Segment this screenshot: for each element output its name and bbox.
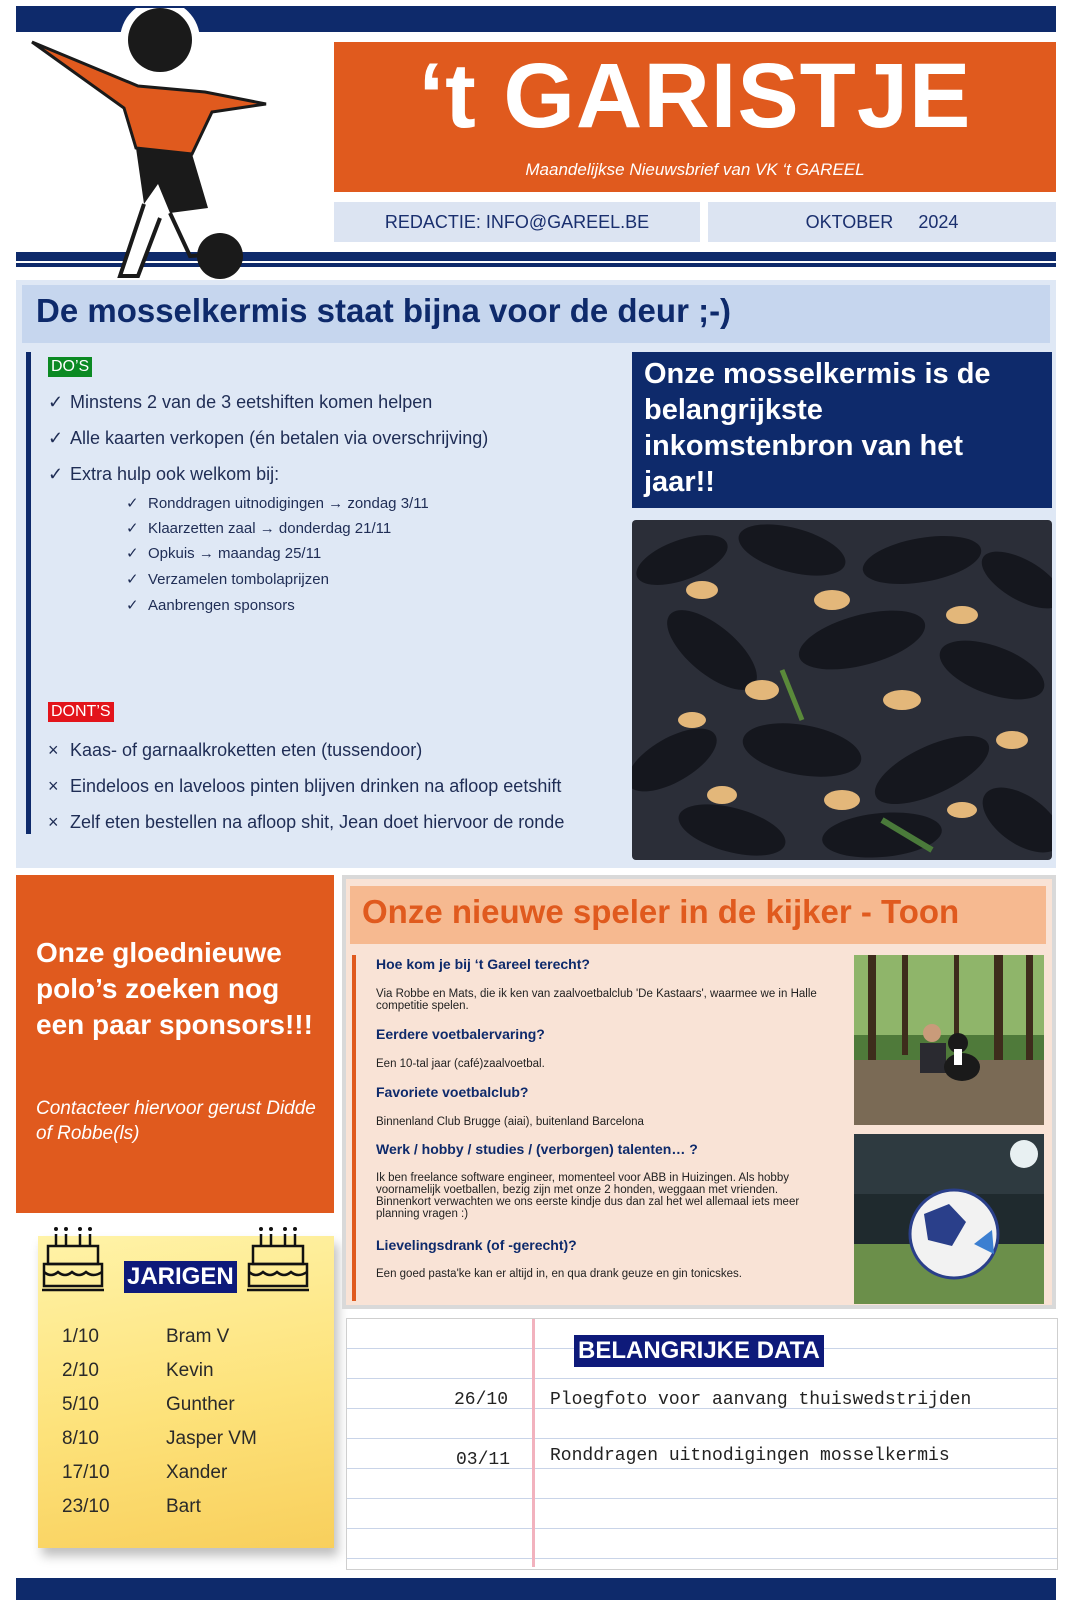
footballer-logo-icon (20, 8, 300, 284)
mussel-highlight: Onze mosselkermis is de belangrijkste inkomstenbron van het jaar!! (632, 352, 1052, 508)
sub-list-item: ✓ Ronddragen uitnodigingen → zondag 3/11 (126, 495, 429, 512)
event-text: Ronddragen uitnodigingen mosselkermis (550, 1446, 950, 1466)
checkmark-icon: ✓ (126, 597, 139, 614)
redactie-email[interactable]: REDACTIE: INFO@GAREEL.BE (334, 202, 700, 242)
important-dates-title: BELANGRIJKE DATA (574, 1335, 824, 1367)
birthday-date: 1/10 (62, 1326, 99, 1347)
newsletter-title: ‘t GARISTJE (418, 45, 972, 147)
birthday-cake-icon (40, 1220, 106, 1298)
donts-label: DONT’S (48, 702, 114, 722)
birthday-name: Kevin (166, 1360, 214, 1381)
checkmark-icon: ✓ (126, 495, 139, 512)
checkmark-icon: ✓ (126, 571, 139, 588)
checkmark-icon: ✓ (126, 545, 139, 562)
polo-subtitle: Contacteer hiervoor gerust Didde of Robbe(ls) (36, 1098, 316, 1144)
dos-label: DO’S (48, 357, 92, 377)
sub-list-item: ✓ Aanbrengen sponsors (126, 597, 295, 614)
qa-question: Lievelingsdrank (of -gerecht)? (376, 1237, 577, 1253)
cross-icon: × (48, 776, 59, 796)
list-item: ✓ Minstens 2 van de 3 eetshiften komen helpen (48, 392, 433, 412)
qa-answer: Binnenland Club Brugge (aiai), buitenland Barcelona (376, 1116, 644, 1128)
qa-answer: Ik ben freelance software engineer, momenteel voor ABB in Huizingen. Als hobby voornamelijk voetballen, bezig zijn met onze 2 honden, weggaan met vrienden. Binnenkort verwachten we ons eerste kindje dus dan zal het wel allemaal iets meer planning vragen :) (376, 1172, 800, 1220)
list-item: × Kaas- of garnaalkroketten eten (tussendoor) (48, 740, 423, 760)
jarigen-label: JARIGEN (124, 1261, 237, 1293)
qa-answer: Een 10-tal jaar (café)zaalvoetbal. (376, 1058, 545, 1070)
notebook-margin-line (532, 1319, 535, 1567)
event-text: Ploegfoto voor aanvang thuiswedstrijden (550, 1390, 972, 1410)
sub-list-item: ✓ Opkuis → maandag 25/11 (126, 545, 322, 562)
cross-icon: × (48, 812, 59, 832)
checkmark-icon: ✓ (48, 392, 64, 412)
checkmark-icon: ✓ (48, 428, 64, 448)
section-accent-line (26, 352, 31, 834)
birthday-cake-icon (245, 1220, 311, 1298)
issue-month: OKTOBER (805, 212, 894, 232)
player-accent-line (352, 955, 356, 1301)
qa-answer: Een goed pasta'ke kan er altijd in, en qua drank geuze en gin tonicskes. (376, 1268, 742, 1280)
football-photo (854, 1134, 1044, 1304)
list-item: ✓ Alle kaarten verkopen (én betalen via overschrijving) (48, 428, 489, 448)
sub-list-item: ✓ Verzamelen tombolaprijzen (126, 571, 329, 588)
birthday-name: Jasper VM (166, 1428, 257, 1449)
list-item: ✓ Extra hulp ook welkom bij: (48, 464, 280, 484)
birthday-date: 23/10 (62, 1496, 110, 1517)
event-date: 03/11 (456, 1450, 511, 1470)
bottom-bar (16, 1578, 1056, 1600)
polo-title: Onze gloednieuwe polo’s zoeken nog een paar sponsors!!! (36, 937, 313, 1040)
checkmark-icon: ✓ (48, 464, 64, 484)
cross-icon: × (48, 740, 59, 760)
qa-question: Hoe kom je bij ‘t Gareel terecht? (376, 956, 590, 972)
player-title: Onze nieuwe speler in de kijker - Toon (362, 893, 960, 930)
birthday-name: Bart (166, 1496, 201, 1517)
birthday-date: 2/10 (62, 1360, 99, 1381)
birthday-name: Bram V (166, 1326, 230, 1347)
mussels-photo (632, 520, 1052, 860)
qa-question: Werk / hobby / studies / (verborgen) talenten… ? (376, 1141, 698, 1157)
birthday-date: 5/10 (62, 1394, 99, 1415)
sub-list-item: ✓ Klaarzetten zaal → donderdag 21/11 (126, 520, 392, 537)
newsletter-subtitle: Maandelijkse Nieuwsbrief van VK ‘t GAREEL (525, 160, 865, 179)
list-item: × Eindeloos en laveloos pinten blijven drinken na afloop eetshift (48, 776, 562, 796)
birthday-date: 8/10 (62, 1428, 99, 1449)
checkmark-icon: ✓ (126, 520, 139, 537)
qa-question: Eerdere voetbalervaring? (376, 1026, 545, 1042)
mussel-title: De mosselkermis staat bijna voor de deur ;-) (36, 292, 732, 329)
list-item: × Zelf eten bestellen na afloop shit, Jean doet hiervoor de ronde (48, 812, 565, 832)
birthday-name: Xander (166, 1462, 228, 1483)
birthday-name: Gunther (166, 1394, 235, 1415)
player-photo (854, 955, 1044, 1125)
birthday-date: 17/10 (62, 1462, 110, 1483)
event-date: 26/10 (454, 1390, 509, 1410)
issue-date (708, 202, 1056, 242)
qa-answer: Via Robbe en Mats, die ik ken van zaalvoetbalclub 'De Kastaars', waarmee we in Halle competitie spelen. (376, 988, 817, 1012)
qa-question: Favoriete voetbalclub? (376, 1084, 529, 1100)
issue-year: 2024 (918, 212, 959, 232)
polo-sponsor-box (16, 875, 334, 1213)
